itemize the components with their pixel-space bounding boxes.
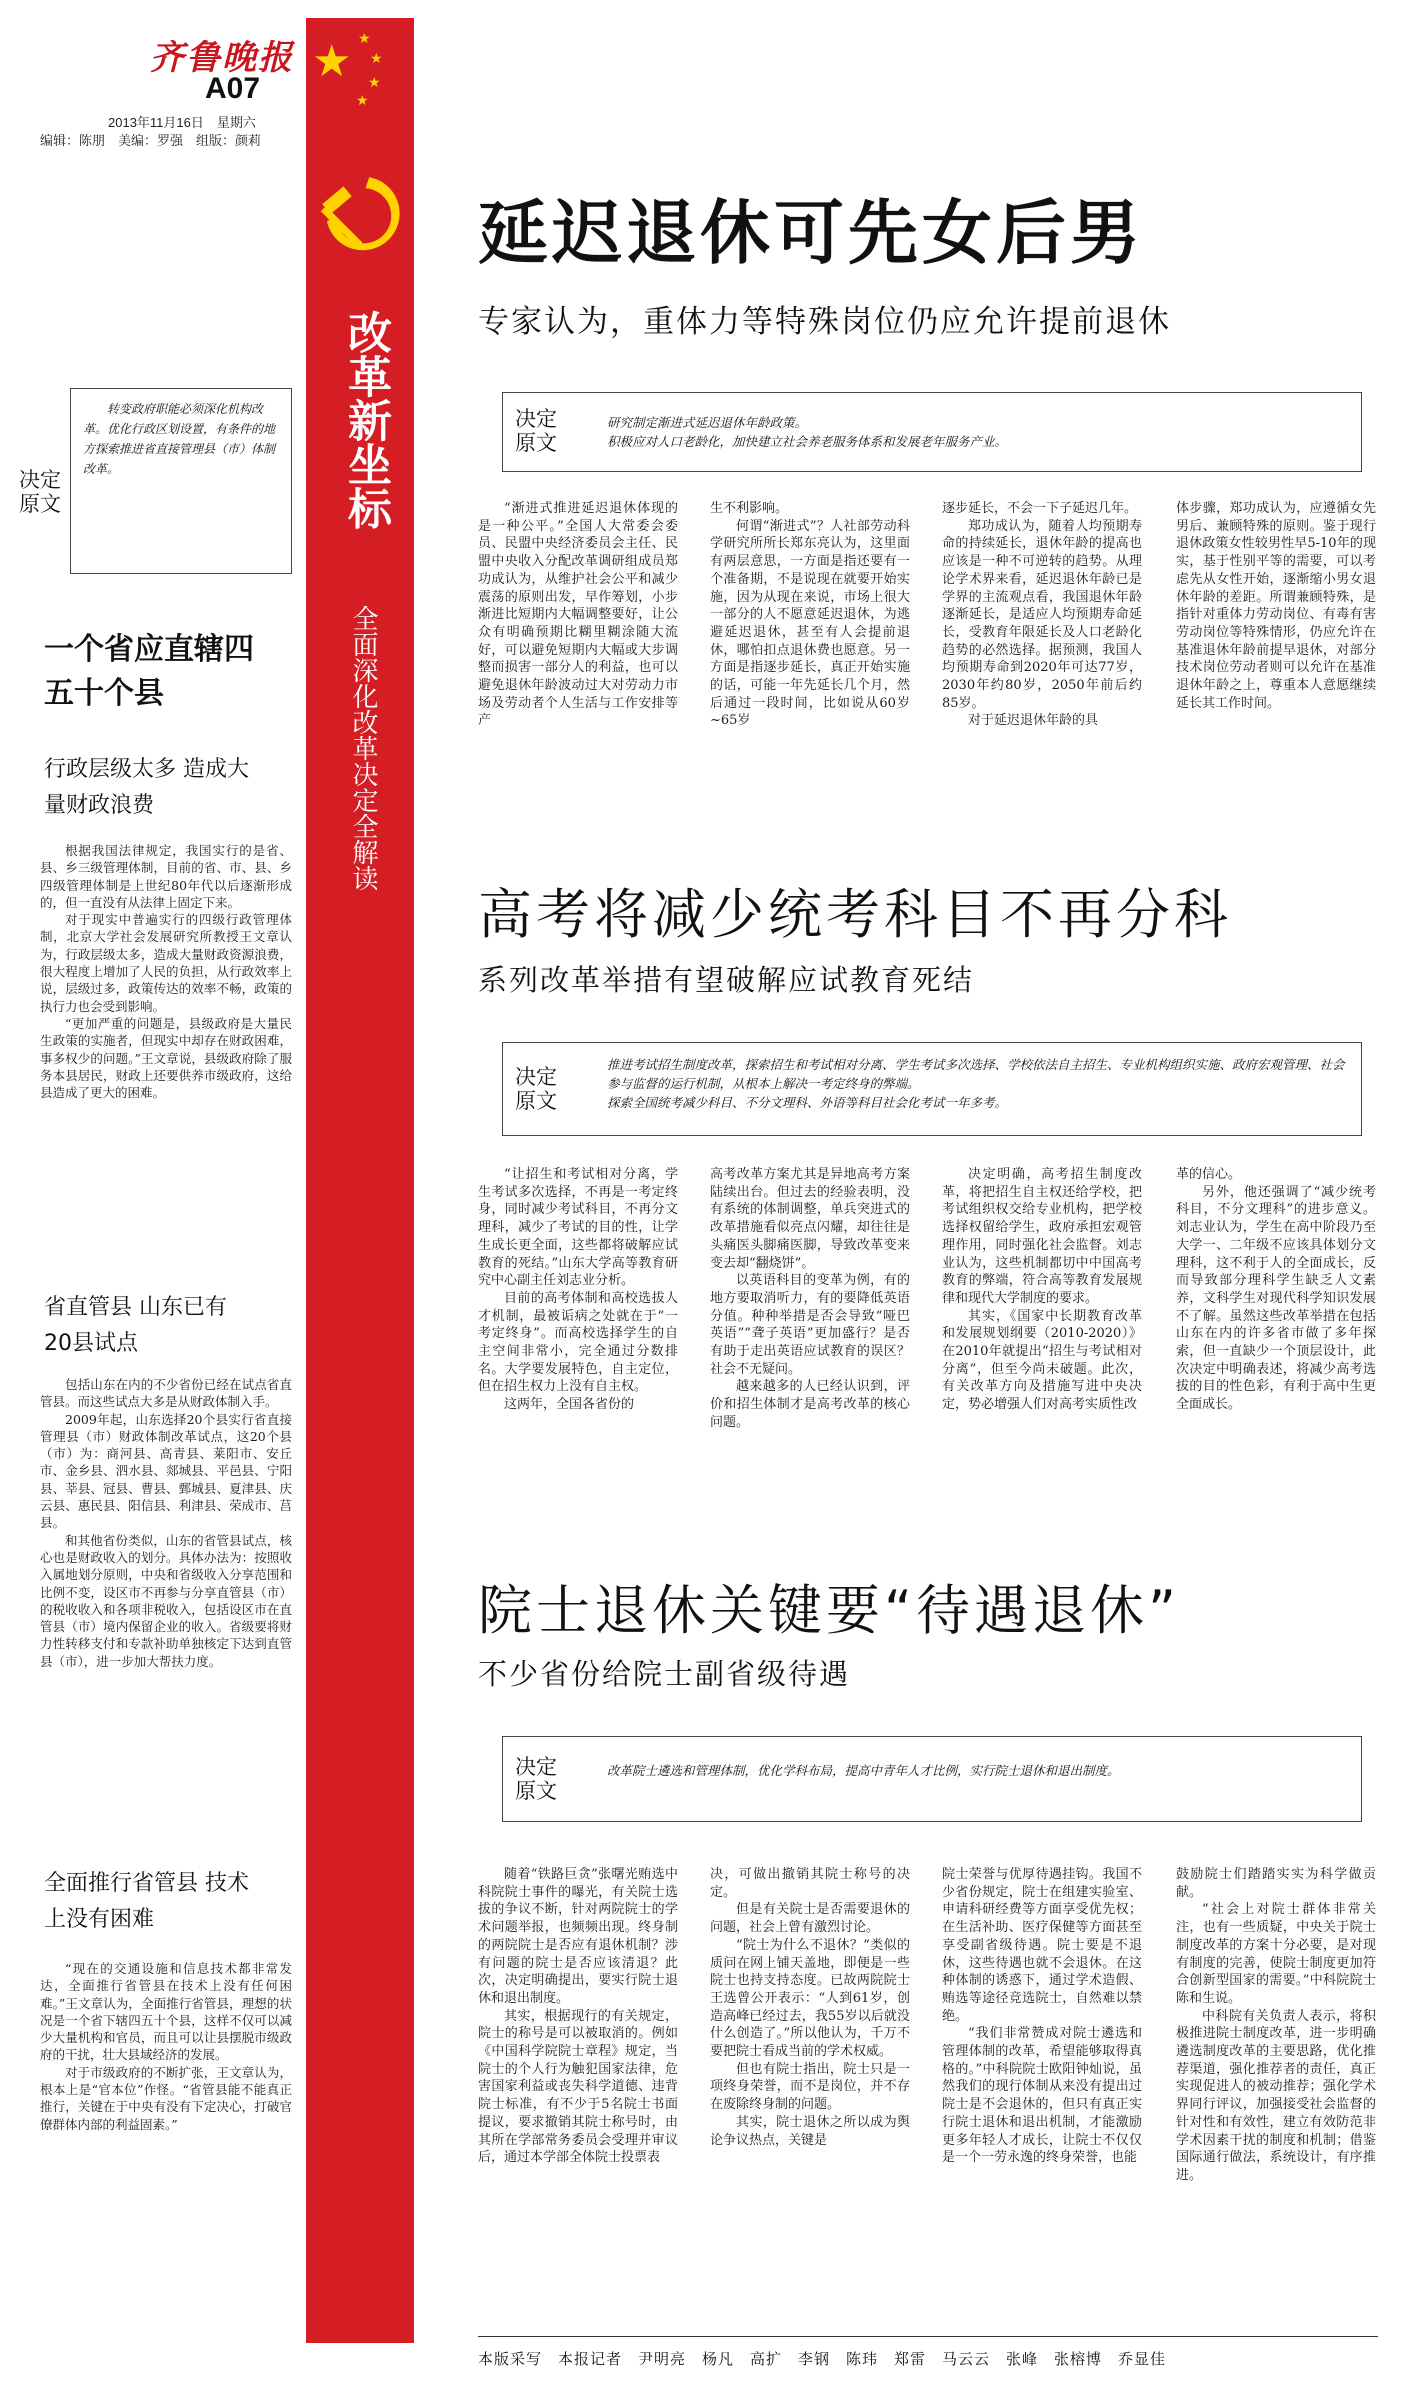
issue-date: 2013年11月16日 星期六 [108,115,256,130]
paragraph: 目前的高考体制和高校选拔人才机制，最被诟病之处就在于“一考定终身”。而高校选择学生的自主空间非常小，完全通过分数排名。大学要发展特色，自主定位，但在招生权力上没有自主权。 [478,1290,678,1395]
paragraph: 其实，《国家中长期教育改革和发展规划纲要（2010-2020）》在2010年就提出“招生与考试相对分离”，但至今尚未破题。此次，有关改革方向及措施写进中央决定，势必增强人们对高考实质性改 [942,1308,1142,1413]
left-section-body [40,842,292,1312]
article-column [478,500,678,818]
page-number: A07 [205,72,261,105]
left-headline: 一个省应直辖四五十个县 [44,632,254,711]
article-headline: 延迟退休可先女后男 [478,192,1144,274]
reporter-credits: 本版采写 本报记者 尹明亮 杨凡 高扩 李钢 陈玮 郑雷 马云云 张峰 张榕博 乔显佳 [478,2350,1167,2368]
left-section-title: 行政层级太多 造成大量财政浪费 [44,757,249,818]
article-headline: 院士退休关键要“待遇退休” [478,1579,1180,1642]
paragraph: 高考改革方案尤其是异地高考方案陆续出台。但过去的经验表明，没有系统的体制调整，单兵突进式的改革措施看似亮点闪耀，却往往是头痛医头脚痛医脚，导致改革变来变去却“翻烧饼”。 [710,1167,910,1271]
decision-text: 研究制定渐进式延迟退休年龄政策。 [607,415,808,430]
paragraph: 但是有关院士是否需要退休的问题，社会上曾有激烈讨论。 [710,1902,910,1936]
small-star-icon: ★ [356,93,369,109]
article-column [942,500,1142,818]
big-star-icon: ★ [312,36,352,87]
paragraph: 其实，院士退休之所以成为舆论争议热点，关键是 [710,2114,910,2148]
editor-credits: 编辑：陈朋 美编：罗强 组版：颜莉 [40,133,262,148]
decision-text: 改革院士遴选和管理体制，优化学科布局，提高中青年人才比例，实行院士退休和退出制度。 [607,1763,1120,1778]
article-subhead: 不少省份给院士副省级待遇 [478,1657,851,1691]
paragraph: 以英语科目的变革为例，有的地方要取消听力，有的要降低英语分值。种种举措是否会导致“哑巴英语”“聋子英语”更加盛行？是否有助于走出英语应试教育的误区？社会不无疑问。 [710,1273,910,1377]
paragraph: 其实，根据现行的有关规定，院士的称号是可以被取消的。例如《中国科学院院士章程》规定，当院士的个人行为触犯国家法律，危害国家利益或丧失科学道德、违背院士标准，有不少于5名院士书面提议，要求撤销其院士称号时，由其所在学部常务委员会受理并审议后，通过本学部全体院士投票表 [478,2008,678,2166]
newspaper-logo: 齐鲁晚报 [150,38,294,78]
decision-tag: 决定原文 [515,1065,557,1113]
paragraph: 这两年，全国各省份的 [504,1397,635,1413]
small-star-icon: ★ [370,51,383,67]
decision-box [502,392,1362,472]
decision-quote: 转变政府职能必须深化机构改革。优化行政区划设置，有条件的地方探索推进省直接管理县（市）体制改革。 [83,402,276,476]
paragraph: 何谓“渐进式”？人社部劳动科学研究所所长郑东亮认为，这里面有两层意思，一方面是指还要有一个准备期，不是说现在就要开始实施，因为从现在来说，市场上很大一部分的人不愿意延迟退休，为逃避延迟退休，甚至有人会提前退休，哪怕扣点退休费也愿意。另一方面是指逐步延长，真正开始实施的话，可能一年先延长几个月，然后通过一段时间，比如说从60岁~65岁 [710,518,910,729]
paragraph: 根据我国法律规定，我国实行的是省、县、乡三级管理体制，目前的省、市、县、乡四级管理体制是上世纪80年代以后逐渐形成的，但一直没有从法律上固定下来。 [40,843,292,910]
left-section-title: 省直管县 山东已有20县试点 [44,1295,227,1356]
paragraph: 中科院有关负责人表示，将积极推进院士制度改革，进一步明确遴选制度改革的主要思路，优化推荐渠道，强化推荐者的责任，真正实现促进人的被动推荐；强化学术界同行评议，加强接受社会监督的针对性和有效性，建立有效防范非学术因素干扰的制度和机制；借鉴国际通行做法，系统设计，有序推进。 [1176,2008,1376,2183]
decision-tag: 决定原文 [515,1755,557,1803]
paragraph: 革的信心。 [1176,1167,1242,1182]
decision-tag: 决定原文 [19,468,61,516]
section-banner [306,18,414,2343]
decision-text: 探索全国统考减少科目、不分文理科、外语等科目社会化考试一年多考。 [607,1095,1008,1110]
paragraph: 逐步延长，不会一下子延迟几年。 [942,501,1138,516]
article-column [1176,1166,1376,1504]
paragraph: 鼓励院士们踏踏实实为科学做贡献。 [1176,1867,1376,1900]
paragraph: 郑功成认为，随着人均预期寿命的持续延长，退休年龄的提高也应该是一种不可逆转的趋势。从理论学术界来看，延迟退休年龄已是学界的主流观点看，我国退休年龄逐渐延长，是适应人均预期寿命延长，受教育年限延长及人口老龄化趋势的必然选择。据预测，我国人均预期寿命到2020年可达77岁，2030年约80岁，2050年前后约85岁。 [942,518,1142,711]
article-column [1176,500,1376,818]
small-star-icon: ★ [358,31,371,47]
paragraph: 包括山东在内的不少省份已经在试点省直管县。而这些试点大多是从财政体制入手。 [40,1377,292,1410]
paragraph: 决，可做出撤销其院士称号的决定。 [710,1867,910,1900]
paragraph: 对于市级政府的不断扩张，王文章认为，根本上是“官本位”作怪。“省管县能不能真正推行，关键在于中央有没有下定决心，打破官僚群体内部的利益固素。” [40,2064,292,2132]
article-column [710,1866,910,2322]
paragraph: 院士荣誉与优厚待遇挂钩。我国不少省份规定，院士在组建实验室、申请科研经费等方面享受优先权；在生活补助、医疗保健等方面甚至享受副省级待遇。院士要是不退休，这些待遇也就不会退休。在这种体制的诱惑下，通过学术造假、贿选等途径竞选院士，自然难以禁绝。 [942,1867,1142,2024]
decision-quote-box [70,388,292,574]
divider [478,2336,1378,2337]
article-column [942,1166,1142,1504]
article-headline: 高考将减少统考科目不再分科 [478,883,1232,946]
banner-subtitle: 全面深化改革决定全解读 [348,605,378,891]
decision-text: 积极应对人口老龄化，加快建立社会养老服务体系和发展老年服务产业。 [607,434,1008,449]
paragraph: “让招生和考试相对分离，学生考试多次选择，不再是一考定终身，同时减少考试科目，不再分文理科，减少了考试的目的性，让学生成长更全面，这些都将破解应试教育的死结。”山东大学高等教育研究中心副主任刘志业分析。 [478,1167,678,1289]
paragraph: 体步骤，郑功成认为，应遵循女先男后、兼顾特殊的原则。鉴于现行退休政策女性较男性早5-10年的现实，基于性别平等的需要，可以考虑先从女性开始，逐渐缩小男女退休年龄的差距。所谓兼顾特殊，是指针对重体力劳动岗位、有毒有害劳动岗位等特殊情形，仍应允许在基准退休年龄前提早退休，对部分技术岗位劳动者则可以允许在基准退休年龄之上，尊重本人意愿继续延长其工作时间。 [1176,501,1376,711]
paragraph: 对于延迟退休年龄的具 [968,713,1099,729]
small-star-icon: ★ [368,75,381,91]
paragraph: 但也有院士指出，院士只是一项终身荣誉，而不是岗位，并不存在废除终身制的问题。 [710,2061,910,2113]
article-subhead: 系列改革举措有望破解应试教育死结 [478,963,975,997]
left-section-body [40,1376,292,1836]
article-column [478,1866,678,2322]
paragraph: 决定明确，高考招生制度改革，将把招生自主权还给学校，把考试组织权交给专业机构，把学校选择权留给学生，政府承担宏观管理作用，同时强化社会监督。刘志业认为，这些机制都切中中国高考教育的弊端，符合高等教育发展规律和现代大学制度的要求。 [942,1167,1142,1306]
paragraph: “院士为什么不退休？”类似的质问在网上铺天盖地，即便是一些院士也持支持态度。已故两院院士王选曾公开表示：“人到61岁，创造高峰已经过去，我55岁以后就没什么创造了。”所以他认为，千万不要把院士看成当前的学术权威。 [710,1937,910,2060]
paragraph: 对于现实中普遍实行的四级行政管理体制，北京大学社会发展研究所教授王文章认为，行政层级太多，造成大量财政资源浪费，很大程度上增加了人民的负担，从行政效率上说，层级过多，政策传达的效率不畅，政策的执行力也会受到影响。 [40,912,292,1014]
decision-box [502,1042,1362,1136]
decision-text: 推进考试招生制度改革，探索招生和考试相对分离、学生考试多次选择、学校依法自主招生、专业机构组织实施、政府宏观管理、社会参与监督的运行机制，从根本上解决一考定终身的弊端。 [607,1057,1345,1091]
article-column [478,1166,678,1504]
decision-tag: 决定原文 [515,407,557,455]
paragraph: “现在的交通设施和信息技术都非常发达，全面推行省管县在技术上没有任何困难。”王文章认为，全面推行省管县，理想的状况是一个省下辖四五十个县，这样不仅可以减少大量机构和官员，而且可以让县摆脱市级政府的干扰，壮大县域经济的发展。 [40,1961,292,2063]
hammer-sickle-icon [314,168,406,260]
article-subhead: 专家认为，重体力等特殊岗位仍应允许提前退休 [478,304,1171,340]
paragraph: 另外，他还强调了“减少统考科目，不分文理科”的进步意义。刘志业认为，学生在高中阶段乃至大学一、二年级不应该具体划分文理科，这不利于人的全面成长，反而导致部分理科学生缺乏人文素养，文科学生对现代科学知识发展不了解。虽然这些改革举措在包括山东在内的许多省市做了多年探索，但一直缺少一个顶层设计，此次决定中明确表述，将减少高考选拔的目的性色彩，有利于高中生更全面成长。 [1176,1184,1376,1413]
left-section-title: 全面推行省管县 技术上没有困难 [44,1871,249,1932]
article-column [710,1166,910,1504]
paragraph: “我们非常赞成对院士遴选和管理体制的改革，希望能够取得真格的。”中科院院士欧阳钟灿说，虽然我们的现行体制从来没有提出过院士是不会退休的，但只有真正实行院士退休和退出机制，才能激励更多年轻人才成长，让院士不仅仅是一个一劳永逸的终身荣誉，也能 [942,2026,1142,2166]
article-column [942,1866,1142,2322]
article-column [710,500,910,818]
paragraph: 随着“铁路巨贪”张曙光贿选中科院院士事件的曝光，有关院士选拔的争议不断，针对两院院士的学术问题举报，也频频出现。终身制的两院院士是否应有退休机制？涉有问题的院士是否应该清退？此次，决定明确提出，要实行院士退休和退出制度。 [478,1867,678,2006]
banner-title: 改革新坐标 [340,310,391,530]
paragraph: “渐进式推进延迟退休体现的是一种公平。”全国人大常委会委员、民盟中央经济委员会主任、民盟中央收入分配改革调研组成员郑功成认为，从维护社会公平和减少震荡的原则出发，早作筹划，小步渐进比短期内大幅调整要好，让公众有明确预期比糊里糊涂随大流好，可以避免短期内大幅或大步调整而损害一部分人的利益，也可以避免退休年龄波动过大对劳动力市场及劳动者个人生活与工作安排等产 [478,501,678,729]
paragraph: 2009年起，山东选择20个县实行省直接管理县（市）财政体制改革试点，这20个县（市）为：商河县、高青县、莱阳市、安丘市、金乡县、泗水县、郯城县、平邑县、宁阳县、莘县、冠县、曹县、鄄城县、夏津县、庆云县、惠民县、阳信县、利津县、荣成市、莒县。 [40,1411,292,1531]
paragraph: “更加严重的问题是，县级政府是大量民生政策的实施者，但现实中却存在财政困难，事多权少的问题。”王文章说，县级政府除了服务本县居民，财政上还要供养市级政府，这给县造成了更大的困难。 [40,1015,292,1101]
left-section-body [40,1960,292,2250]
article-column [1176,1866,1376,2322]
paragraph: 越来越多的人已经认识到，评价和招生体制才是高考改革的核心问题。 [710,1379,910,1430]
paragraph: 生不利影响。 [710,501,789,516]
paragraph: 和其他省份类似，山东的省管县试点，核心也是财政收入的划分。具体办法为：按照收入属地划分原则，中央和省级收入分享范围和比例不变，设区市不再参与分享直管县（市）的税收收入和各项非税收入，包括设区市在直管县（市）境内保留企业的收入。省级要将财力性转移支付和专款补助单独核定下达到直管县（市），进一步加大帮扶力度。 [40,1532,292,1669]
paragraph: “社会上对院士群体非常关注，也有一些质疑，中央关于院士制度改革的方案十分必要，是对现有制度的完善，使院士制度更加符合创新型国家的需要。”中科院院士陈和生说。 [1176,1902,1376,2006]
decision-box [502,1736,1362,1822]
